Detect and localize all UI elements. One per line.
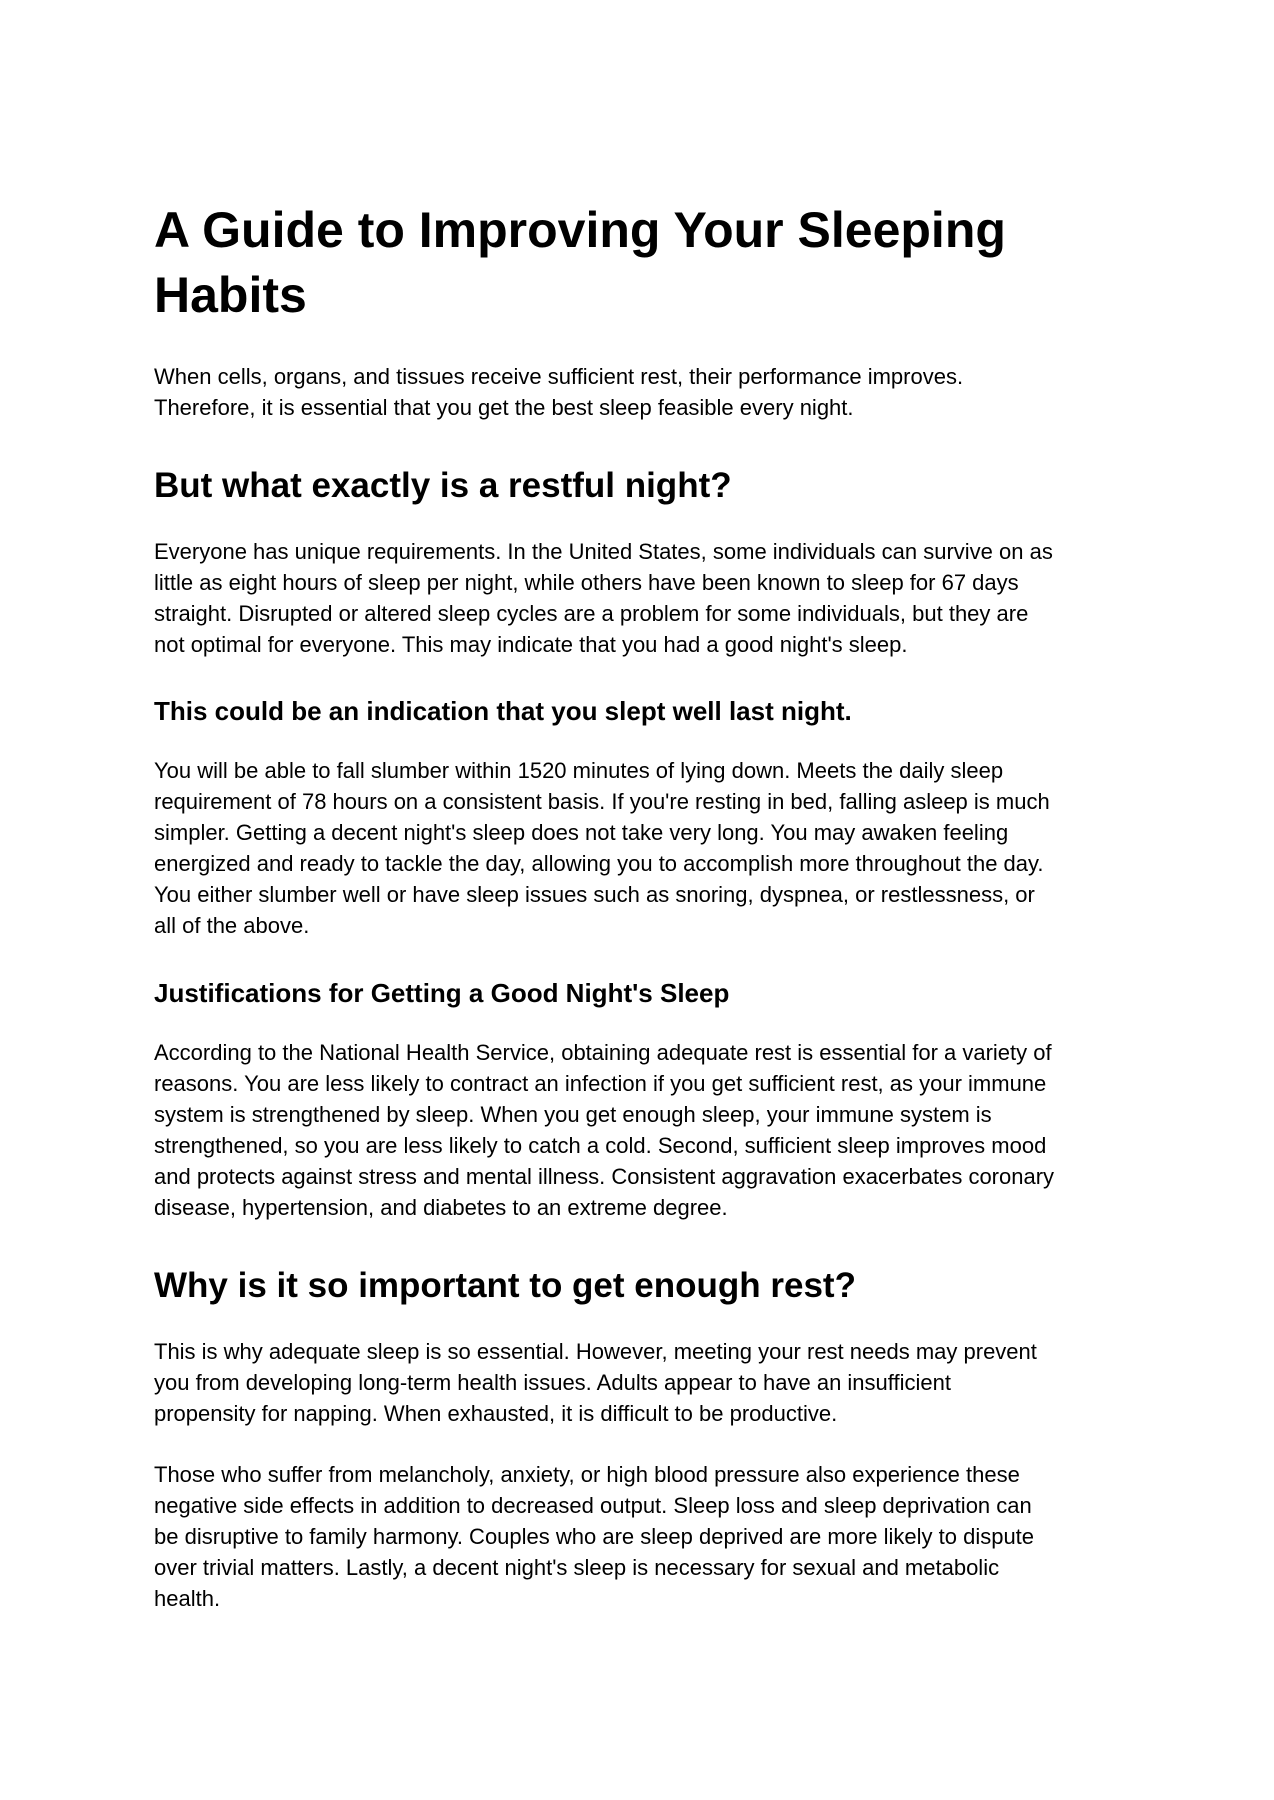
- text-line: health.: [154, 1586, 221, 1611]
- subheading-justifications: Justifications for Getting a Good Night's Sleep: [154, 978, 730, 1008]
- text-line: straight. Disrupted or altered sleep cycles are a problem for some individuals, but they are: [154, 601, 1029, 626]
- page-title: A Guide to Improving Your Sleeping Habits: [154, 202, 1006, 323]
- slept-well-paragraph: [154, 755, 1134, 941]
- text-line: energized and ready to tackle the day, allowing you to accomplish more throughout the day.: [154, 851, 1044, 876]
- text-line: requirement of 78 hours on a consistent basis. If you're resting in bed, falling asleep is much: [154, 789, 1050, 814]
- text-line: system is strengthened by sleep. When you get enough sleep, your immune system is: [154, 1102, 992, 1127]
- text-line: disease, hypertension, and diabetes to an extreme degree.: [154, 1195, 728, 1220]
- text-line: This is why adequate sleep is so essential. However, meeting your rest needs may prevent: [154, 1339, 1037, 1364]
- text-line: you from developing long-term health issues. Adults appear to have an insufficient: [154, 1370, 951, 1395]
- enough-rest-paragraph-2: [154, 1459, 1134, 1614]
- text-line: strengthened, so you are less likely to catch a cold. Second, sufficient sleep improves mood: [154, 1133, 1047, 1158]
- text-line: Everyone has unique requirements. In the United States, some individuals can survive on as: [154, 539, 1053, 564]
- text-line: You either slumber well or have sleep issues such as snoring, dyspnea, or restlessness, or: [154, 882, 1035, 907]
- text-line: all of the above.: [154, 913, 310, 938]
- intro-paragraph: [154, 361, 1134, 423]
- text-line: negative side effects in addition to decreased output. Sleep loss and sleep deprivation can: [154, 1493, 1032, 1518]
- text-line: When cells, organs, and tissues receive sufficient rest, their performance improves.: [154, 364, 964, 389]
- text-line: Therefore, it is essential that you get the best sleep feasible every night.: [154, 395, 854, 420]
- section-heading-enough-rest: Why is it so important to get enough rest?: [154, 1266, 856, 1305]
- text-line: propensity for napping. When exhausted, it is difficult to be productive.: [154, 1401, 838, 1426]
- text-line: simpler. Getting a decent night's sleep does not take very long. You may awaken feeling: [154, 820, 1009, 845]
- text-line: be disruptive to family harmony. Couples who are sleep deprived are more likely to dispute: [154, 1524, 1035, 1549]
- subheading-slept-well: This could be an indication that you slept well last night.: [154, 696, 852, 726]
- restful-night-paragraph: [154, 536, 1134, 660]
- text-line: over trivial matters. Lastly, a decent night's sleep is necessary for sexual and metabolic: [154, 1555, 1000, 1580]
- text-line: and protects against stress and mental illness. Consistent aggravation exacerbates coronary: [154, 1164, 1055, 1189]
- text-line: According to the National Health Service, obtaining adequate rest is essential for a variety of: [154, 1040, 1052, 1065]
- text-line: You will be able to fall slumber within 1520 minutes of lying down. Meets the daily sleep: [154, 758, 1004, 783]
- text-line: little as eight hours of sleep per night, while others have been known to sleep for 67 days: [154, 570, 1019, 595]
- text-line: reasons. You are less likely to contract an infection if you get sufficient rest, as your immune: [154, 1071, 1047, 1096]
- text-line: Those who suffer from melancholy, anxiety, or high blood pressure also experience these: [154, 1462, 1020, 1487]
- justifications-paragraph: [154, 1037, 1134, 1223]
- enough-rest-paragraph-1: [154, 1336, 1134, 1429]
- section-heading-restful-night: But what exactly is a restful night?: [154, 466, 732, 505]
- text-line: not optimal for everyone. This may indicate that you had a good night's sleep.: [154, 632, 908, 657]
